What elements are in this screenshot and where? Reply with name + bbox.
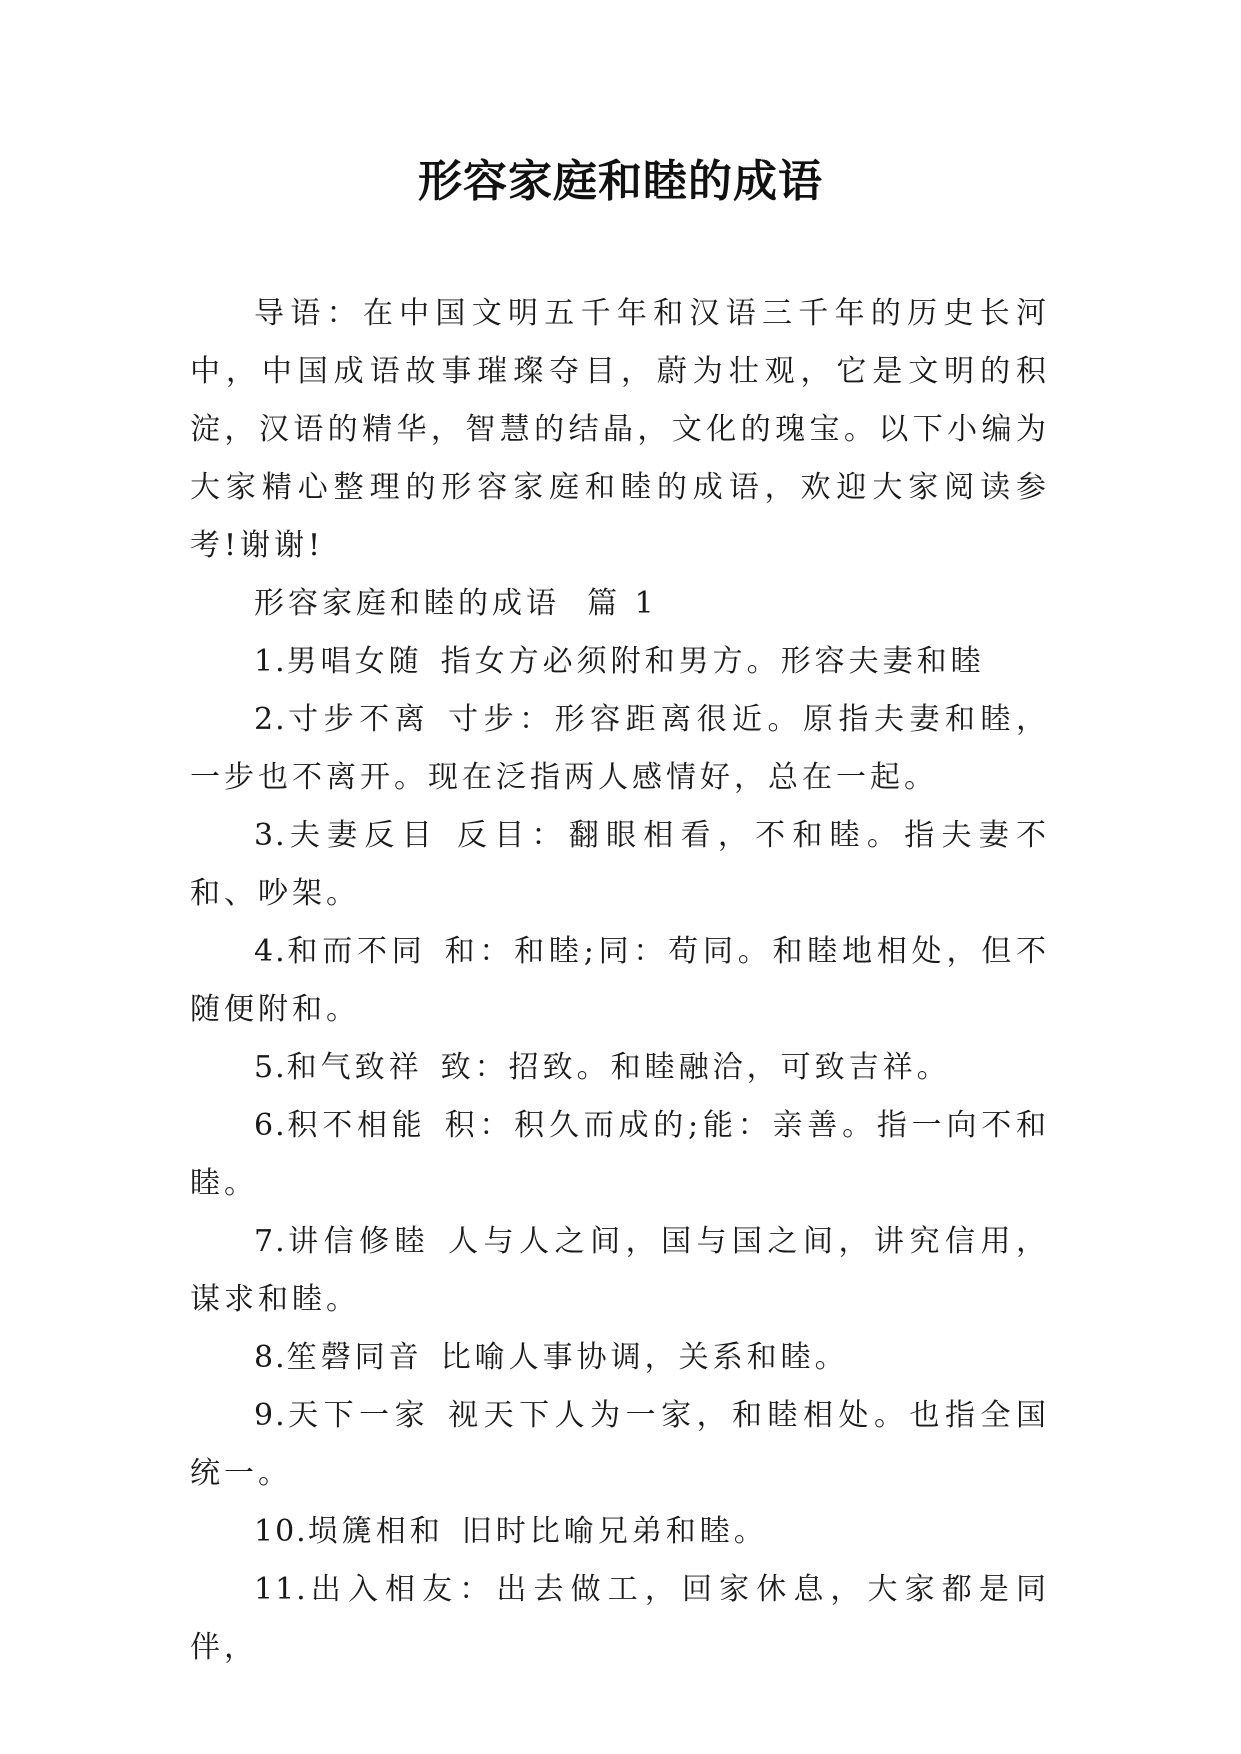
list-item: 4.和而不同 和：和睦;同：苟同。和睦地相处，但不随便附和。 xyxy=(190,934,1051,1027)
list-item: 10.埙篪相和 旧时比喻兄弟和睦。 xyxy=(254,1514,768,1549)
list-item: 7.讲信修睦 人与人之间，国与国之间，讲究信用，谋求和睦。 xyxy=(190,1224,1051,1317)
list-item: 8.笙磬同音 比喻人事协调，关系和睦。 xyxy=(254,1340,849,1375)
list-item: 1.男唱女随 指女方必须附和男方。形容夫妻和睦 xyxy=(254,644,985,679)
list-item: 11.出入相友：出去做工，回家休息，大家都是同伴， xyxy=(190,1572,1051,1665)
intro-paragraph: 导语：在中国文明五千年和汉语三千年的历史长河中，中国成语故事璀璨夺目，蔚为壮观，它是文明的积淀，汉语的精华，智慧的结晶，文化的瑰宝。以下小编为大家精心整理的形容家庭和睦的成语，欢迎大家阅读参考!谢谢! xyxy=(190,296,1050,563)
page-title: 形容家庭和睦的成语 xyxy=(418,156,823,207)
list-item: 6.积不相能 积：积久而成的;能：亲善。指一向不和睦。 xyxy=(190,1108,1051,1201)
list-item: 3.夫妻反目 反目：翻眼相看，不和睦。指夫妻不和、吵架。 xyxy=(190,818,1050,911)
list-item: 9.天下一家 视天下人为一家，和睦相处。也指全国统一。 xyxy=(190,1398,1051,1491)
list-item: 5.和气致祥 致：招致。和睦融洽，可致吉祥。 xyxy=(254,1050,951,1085)
idiom-section xyxy=(190,575,1050,1677)
section-heading: 形容家庭和睦的成语 篇 1 xyxy=(254,586,658,621)
list-item: 2.寸步不离 寸步：形容距离很近。原指夫妻和睦，一步也不离开。现在泛指两人感情好，总在一起。 xyxy=(190,702,1051,795)
